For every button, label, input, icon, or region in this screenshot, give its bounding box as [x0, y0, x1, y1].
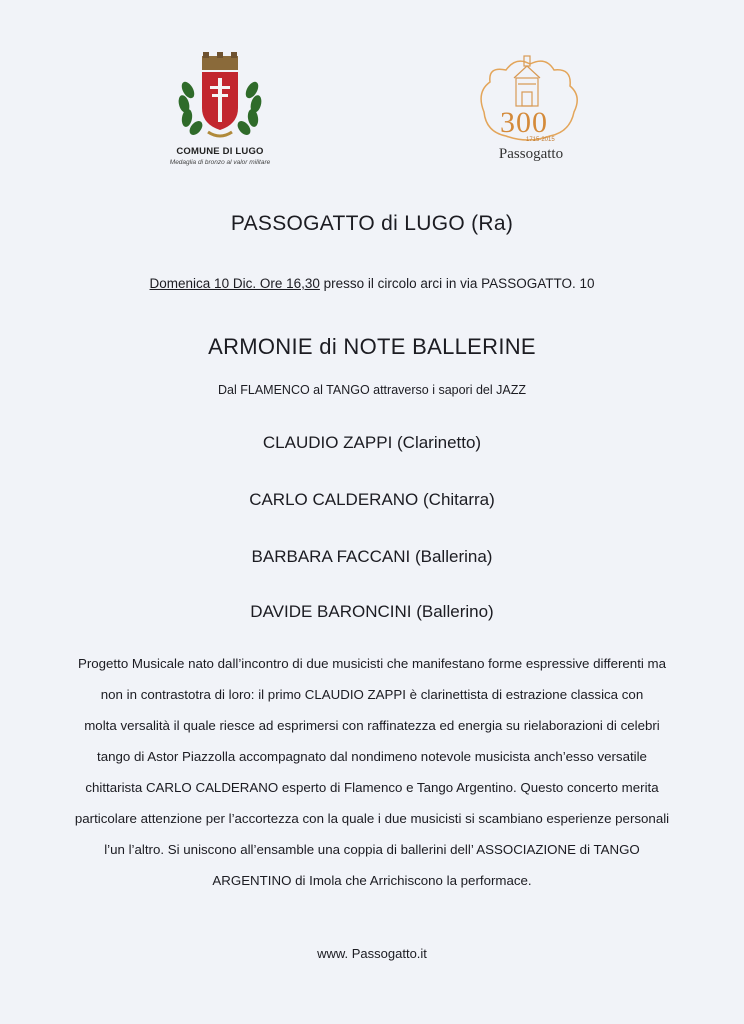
- description-paragraph: [40, 654, 704, 902]
- description-line: l’un l’altro. Si uniscono all’ensamble una coppia di ballerini dell’ ASSOCIAZIONE di TANGO: [104, 842, 640, 857]
- event-date: Domenica 10 Dic. Ore 16,30: [149, 276, 320, 291]
- artist-line: CARLO CALDERANO (Chitarra): [249, 490, 495, 509]
- anniversary-number: 300: [500, 106, 548, 139]
- description-line: particolare attenzione per l’accortezza con la quale i due musicisti si scambiano esperienze personali: [74, 811, 670, 826]
- show-title: ARMONIE di NOTE BALLERINE: [208, 334, 536, 359]
- lugo-name: COMUNE DI LUGO: [176, 146, 264, 157]
- description-line: tango di Astor Piazzolla accompagnato dal nondimeno notevole musicista anch’esso versatile: [97, 749, 647, 764]
- description-line: ARGENTINO di Imola che Arrichiscono la performace.: [212, 873, 532, 888]
- show-subtitle: Dal FLAMENCO al TANGO attraverso i sapori del JAZZ: [218, 383, 526, 397]
- description-line: molta versalità il quale riesce ad esprimersi con raffinatezza ed energia su rielaborazioni di celebri: [84, 718, 660, 733]
- event-date-line: [0, 276, 744, 291]
- artist-line: BARBARA FACCANI (Ballerina): [251, 547, 493, 566]
- event-location-title: PASSOGATTO di LUGO (Ra): [230, 212, 514, 235]
- description-line: non in contrastotra di loro: il primo CLAUDIO ZAPPI è clarinettista di estrazione classica con: [100, 687, 644, 702]
- anniversary-years: 1715-2015: [526, 137, 555, 143]
- artist-line: DAVIDE BARONCINI (Ballerino): [250, 602, 494, 621]
- passogatto-name: Passogatto: [498, 146, 564, 162]
- passogatto-300-logo: [470, 52, 586, 170]
- description-line: chittarista CARLO CALDERANO esperto di Flamenco e Tango Argentino. Questo concerto merita: [85, 780, 659, 795]
- comune-di-lugo-logo: [160, 50, 270, 170]
- description-line: Progetto Musicale nato dall’incontro di due musicisti che manifestano forme espressive differenti ma: [77, 656, 667, 671]
- website-link[interactable]: www. Passogatto.it: [317, 946, 427, 961]
- event-venue: presso il circolo arci in via PASSOGATTO. 10: [319, 276, 595, 291]
- lugo-subtitle: Medaglia di bronzo al valor militare: [169, 159, 271, 166]
- artist-line: CLAUDIO ZAPPI (Clarinetto): [262, 433, 482, 452]
- lugo-crest-icon: [172, 50, 268, 142]
